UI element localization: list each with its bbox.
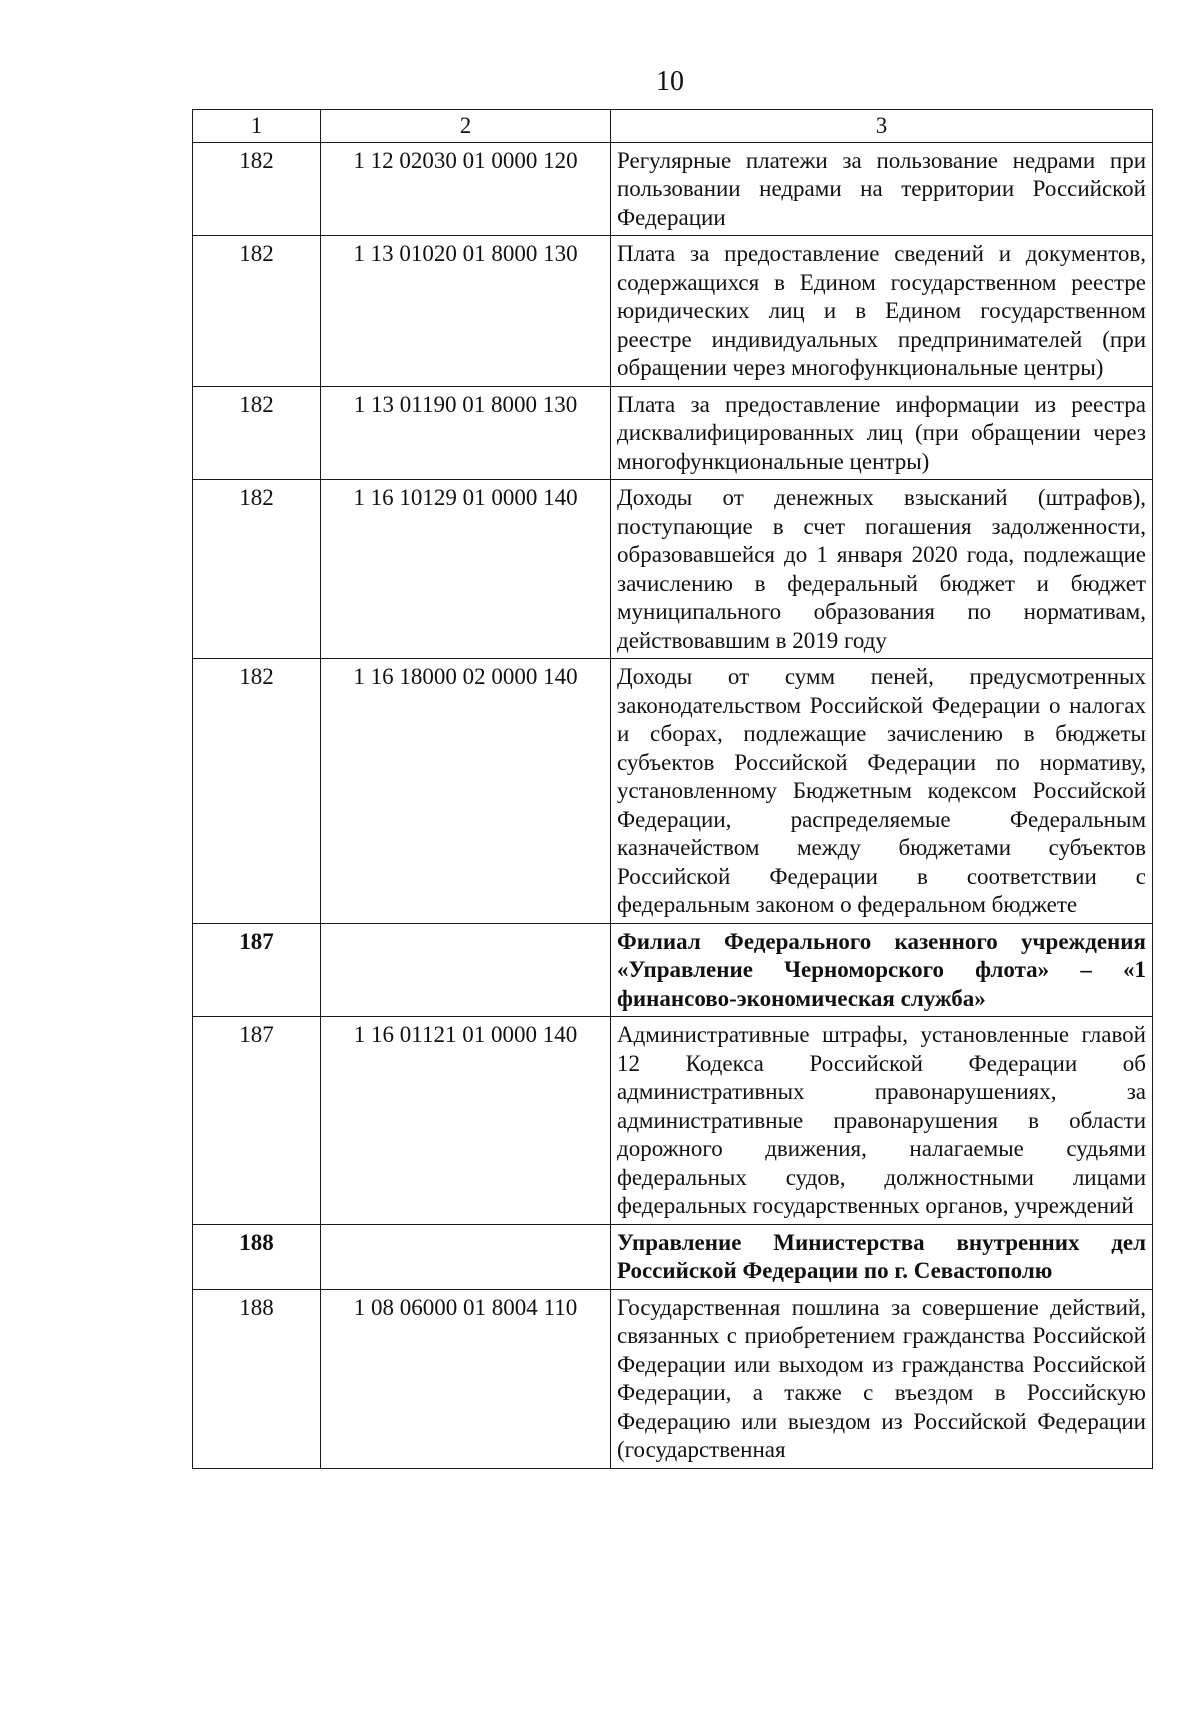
kbk-code-cell [321,923,611,1017]
admin-code-cell: 187 [193,1017,321,1225]
kbk-code-cell: 1 12 02030 01 0000 120 [321,142,611,236]
admin-code-cell: 188 [193,1289,321,1468]
table-row [193,1289,1153,1468]
table-row [193,480,1153,659]
table-row [193,659,1153,924]
page-number: 10 [656,66,684,97]
table-row [193,236,1153,387]
administrator-heading-row [193,923,1153,1017]
kbk-code-cell: 1 16 18000 02 0000 140 [321,659,611,924]
column-header-1: 1 [193,110,321,143]
kbk-code-cell: 1 08 06000 01 8004 110 [321,1289,611,1468]
description-cell: Регулярные платежи за пользование недрами при пользовании недрами на территории Российской Федерации [611,142,1153,236]
table-row [193,386,1153,480]
column-header-3: 3 [611,110,1153,143]
description-cell: Доходы от сумм пеней, предусмотренных законодательством Российской Федерации о налогах и сборах, подлежащие зачислению в бюджеты субъектов Российской Федерации по нормативу, установленному Бюджетным кодексом Российской Федерации, распределяемые Федеральным казначейством между бюджетами субъектов Российской Федерации в соответствии с федеральным законом о федеральном бюджете [611,659,1153,924]
admin-code-cell: 182 [193,386,321,480]
administrator-name-cell: Управление Министерства внутренних дел Российской Федерации по г. Севастополю [611,1224,1153,1289]
kbk-code-cell: 1 16 01121 01 0000 140 [321,1017,611,1225]
description-cell: Плата за предоставление сведений и документов, содержащихся в Едином государственном реестре юридических лиц и в Едином государственном реестре индивидуальных предпринимателей (при обращении через многофункциональные центры) [611,236,1153,387]
admin-code-cell: 182 [193,142,321,236]
admin-code-cell: 182 [193,236,321,387]
kbk-code-cell [321,1224,611,1289]
description-cell: Доходы от денежных взысканий (штрафов), поступающие в счет погашения задолженности, образовавшейся до 1 января 2020 года, подлежащие зачислению в федеральный бюджет и бюджет муниципального образования по нормативам, действовавшим в 2019 году [611,480,1153,659]
table-row [193,142,1153,236]
admin-code-cell: 187 [193,923,321,1017]
table-header-row [193,110,1153,143]
column-header-2: 2 [321,110,611,143]
administrator-heading-row [193,1224,1153,1289]
description-cell: Плата за предоставление информации из реестра дисквалифицированных лиц (при обращении через многофункциональные центры) [611,386,1153,480]
description-cell: Государственная пошлина за совершение действий, связанных с приобретением гражданства Российской Федерации или выходом из гражданства Российской Федерации, а также с въездом в Российскую Федерацию или выездом из Российской Федерации (государственная [611,1289,1153,1468]
kbk-code-cell: 1 13 01190 01 8000 130 [321,386,611,480]
administrator-name-cell: Филиал Федерального казенного учреждения «Управление Черноморского флота» – «1 финансово-экономическая служба» [611,923,1153,1017]
description-cell: Административные штрафы, установленные главой 12 Кодекса Российской Федерации об административных правонарушениях, за административные правонарушения в области дорожного движения, налагаемые судьями федеральных судов, должностными лицами федеральных государственных органов, учреждений [611,1017,1153,1225]
table-row [193,1017,1153,1225]
admin-code-cell: 182 [193,480,321,659]
admin-code-cell: 188 [193,1224,321,1289]
kbk-code-cell: 1 16 10129 01 0000 140 [321,480,611,659]
kbk-code-cell: 1 13 01020 01 8000 130 [321,236,611,387]
revenue-codes-table [192,109,1153,1469]
admin-code-cell: 182 [193,659,321,924]
